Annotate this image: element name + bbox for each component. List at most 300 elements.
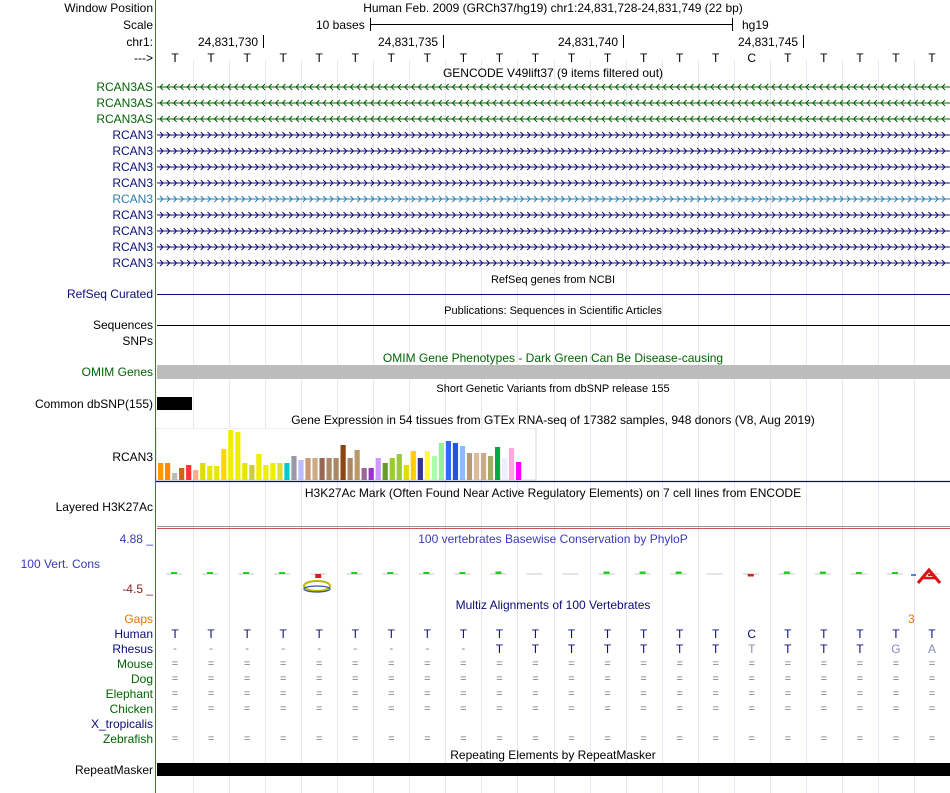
multiz-aligned-base: = [568, 688, 575, 700]
h3k27ac-bottom-line [157, 528, 950, 529]
multiz-aligned-base: T [603, 627, 612, 641]
gencode-transcript-label[interactable]: RCAN3 [112, 256, 153, 270]
gtex-tissue-bar[interactable] [200, 463, 205, 480]
gtex-tissue-bar[interactable] [242, 463, 247, 480]
multiz-aligned-base: = [388, 688, 395, 700]
multiz-aligned-base: = [568, 658, 575, 670]
gtex-tissue-bar[interactable] [312, 458, 317, 480]
multiz-aligned-base: = [856, 703, 864, 715]
reference-base: T [279, 51, 287, 65]
multiz-aligned-base: = [279, 658, 287, 670]
multiz-aligned-base: T [387, 627, 395, 641]
gtex-tissue-bar[interactable] [277, 463, 282, 480]
phylop-score-bar[interactable] [748, 574, 754, 577]
phylop-bars [166, 572, 939, 579]
multiz-aligned-base: = [892, 688, 900, 700]
multiz-aligned-base: = [496, 658, 503, 670]
multiz-aligned-base: T [784, 627, 792, 641]
phylop-score-bar[interactable] [892, 572, 898, 574]
multiz-aligned-base: = [424, 703, 431, 715]
gtex-tissue-bar[interactable] [481, 453, 486, 480]
gencode-track-title: GENCODE V49lift37 (9 items filtered out) [442, 66, 664, 80]
gtex-tissue-bar[interactable] [291, 456, 296, 480]
multiz-aligned-base: T [531, 642, 540, 656]
multiz-aligned-base: = [496, 733, 503, 745]
refseq-track-title: RefSeq genes from NCBI [490, 274, 616, 286]
gtex-tissue-bar[interactable] [186, 465, 191, 480]
gtex-tissue-bar[interactable] [319, 458, 324, 480]
multiz-aligned-base: = [712, 658, 719, 670]
phylop-score-bar[interactable] [495, 572, 501, 575]
multiz-aligned-base: = [604, 658, 611, 670]
multiz-aligned-base: T [856, 627, 864, 641]
gtex-tissue-bar[interactable] [263, 465, 268, 480]
gtex-tissue-bar[interactable] [390, 458, 395, 480]
multiz-aligned-base: = [568, 673, 575, 685]
multiz-aligned-base: T [603, 642, 612, 656]
gtex-tissue-bar[interactable] [432, 456, 437, 480]
gencode-transcript-feature[interactable] [157, 224, 950, 238]
multiz-aligned-base: = [388, 673, 395, 685]
multiz-aligned-base: - [245, 643, 249, 655]
gtex-tissue-bar[interactable] [488, 456, 493, 480]
multiz-aligned-base: - [317, 643, 322, 655]
reference-base: T [892, 51, 900, 65]
gtex-tissue-bar[interactable] [235, 432, 240, 480]
phylop-conservation-chart[interactable] [156, 548, 950, 596]
multiz-aligned-base: = [532, 658, 539, 670]
gtex-tissue-bar[interactable] [495, 447, 500, 480]
gtex-tissue-bar[interactable] [474, 453, 479, 480]
multiz-aligned-base: = [748, 703, 755, 715]
phylop-score-bar[interactable] [856, 572, 862, 574]
multiz-aligned-base: T [784, 642, 792, 656]
multiz-aligned-base: = [928, 733, 936, 745]
multiz-aligned-base: = [352, 688, 359, 700]
multiz-aligned-base: = [279, 733, 287, 745]
gtex-tissue-bar[interactable] [326, 458, 331, 480]
gtex-tissue-bar[interactable] [439, 443, 444, 480]
phylop-score-bar[interactable] [279, 572, 285, 574]
gtex-tissue-bar[interactable] [165, 463, 170, 480]
multiz-aligned-base: = [676, 658, 683, 670]
phylop-score-bar[interactable] [423, 572, 429, 574]
gencode-transcript-label[interactable]: RCAN3 [112, 176, 153, 190]
gtex-tissue-bar[interactable] [404, 465, 409, 480]
multiz-aligned-base: T [243, 627, 251, 641]
gtex-tissue-bar[interactable] [334, 458, 339, 480]
gtex-tissue-bar[interactable] [249, 465, 254, 480]
multiz-aligned-base: T [712, 642, 720, 656]
position-label-2: 24,831,735 [378, 35, 439, 49]
multiz-aligned-base: T [171, 627, 179, 641]
phylop-score-bar[interactable] [387, 572, 393, 574]
reference-base: T [675, 51, 684, 65]
gtex-tissue-bar[interactable] [228, 430, 233, 480]
multiz-aligned-base: = [171, 673, 179, 685]
gencode-transcript-feature[interactable] [157, 208, 950, 222]
multiz-aligned-base: = [171, 688, 179, 700]
phylop-track-label[interactable]: 100 Vert. Cons [20, 557, 100, 571]
multiz-aligned-base: - [389, 643, 394, 655]
multiz-species-label[interactable]: Rhesus [112, 642, 153, 656]
multiz-track-title: Multiz Alignments of 100 Vertebrates [455, 598, 651, 612]
multiz-aligned-base: - [461, 643, 466, 655]
multiz-aligned-base: = [928, 658, 936, 670]
gencode-transcript-feature[interactable] [157, 160, 950, 174]
multiz-aligned-base: T [315, 627, 323, 641]
gencode-transcript-feature[interactable] [157, 192, 950, 206]
omim-feature-bar[interactable] [157, 365, 950, 379]
gencode-transcript-label[interactable]: RCAN3AS [96, 96, 153, 110]
multiz-aligned-base: - [353, 643, 358, 655]
multiz-aligned-base: = [928, 703, 936, 715]
multiz-species-label[interactable]: Mouse [116, 657, 153, 671]
multiz-species-label[interactable]: X_tropicalis [90, 717, 153, 731]
multiz-aligned-base: = [388, 733, 395, 745]
position-tick-1 [263, 35, 264, 48]
dbsnp-track-title: Short Genetic Variants from dbSNP release 155 [436, 383, 670, 395]
phylop-score-bar[interactable] [640, 572, 646, 575]
multiz-aligned-base: = [640, 703, 647, 715]
multiz-aligned-base: = [352, 733, 359, 745]
multiz-aligned-base: = [640, 733, 647, 745]
multiz-aligned-base: = [820, 673, 828, 685]
reference-base: T [315, 51, 323, 65]
multiz-aligned-base: = [424, 733, 431, 745]
reference-base: T [387, 51, 395, 65]
gtex-tissue-bar[interactable] [348, 458, 353, 480]
multiz-aligned-base: = [171, 733, 179, 745]
multiz-aligned-base: = [496, 688, 503, 700]
multiz-aligned-base: T [459, 627, 468, 641]
position-tick-2 [443, 35, 444, 48]
gtex-tissue-bar[interactable] [298, 460, 303, 480]
reference-base: T [784, 51, 792, 65]
multiz-gaps-label[interactable]: Gaps [124, 612, 153, 626]
multiz-aligned-base: T [423, 627, 431, 641]
multiz-aligned-base: T [675, 642, 684, 656]
gtex-tissue-bar[interactable] [460, 446, 465, 480]
multiz-aligned-base: = [207, 673, 215, 685]
phylop-score-bar[interactable] [604, 572, 610, 575]
reference-base: T [531, 51, 540, 65]
multiz-aligned-base: - [281, 643, 285, 655]
reference-base: T [495, 51, 504, 65]
publications-snps-label[interactable]: SNPs [122, 334, 153, 348]
multiz-aligned-base: = [640, 688, 647, 700]
phylop-track-title: 100 vertebrates Basewise Conservation by PhyloP [418, 532, 688, 546]
multiz-species-label[interactable]: Zebrafish [102, 732, 153, 746]
multiz-aligned-base: = [460, 688, 467, 700]
multiz-aligned-base: = [352, 658, 359, 670]
multiz-aligned-base: = [424, 673, 431, 685]
multiz-aligned-base: = [856, 673, 864, 685]
multiz-aligned-base: = [676, 733, 683, 745]
multiz-aligned-base: T [495, 627, 504, 641]
multiz-aligned-base: = [279, 673, 287, 685]
multiz-aligned-base: = [207, 733, 215, 745]
gencode-transcript-feature[interactable] [157, 96, 950, 110]
multiz-aligned-base: = [315, 673, 323, 685]
multiz-aligned-base: = [820, 703, 828, 715]
multiz-aligned-base: = [892, 733, 900, 745]
multiz-aligned-base: = [532, 703, 539, 715]
gencode-transcript-label[interactable]: RCAN3 [112, 128, 153, 142]
reference-base: T [423, 51, 431, 65]
multiz-aligned-base: T [531, 627, 540, 641]
gtex-tissue-bar[interactable] [341, 445, 346, 480]
gencode-transcript-feature[interactable] [157, 240, 950, 254]
multiz-aligned-base: G [891, 642, 901, 656]
multiz-aligned-base: = [640, 658, 647, 670]
multiz-aligned-base: = [820, 733, 828, 745]
multiz-aligned-base: = [315, 688, 323, 700]
multiz-aligned-base: T [567, 642, 576, 656]
reference-base: T [820, 51, 828, 65]
multiz-aligned-base: T [856, 642, 864, 656]
gtex-tissue-bar[interactable] [516, 462, 521, 480]
multiz-aligned-base: = [676, 673, 683, 685]
gtex-track-label[interactable]: RCAN3 [112, 450, 153, 464]
multiz-aligned-base: = [892, 703, 900, 715]
reference-base: T [712, 51, 720, 65]
phylop-score-bar[interactable] [676, 572, 682, 575]
omim-track-title: OMIM Gene Phenotypes - Dark Green Can Be Disease-causing [382, 351, 724, 365]
reference-base: T [459, 51, 468, 65]
gtex-tissue-bar[interactable] [369, 468, 374, 480]
multiz-aligned-base: T [639, 627, 648, 641]
gtex-tissue-bar[interactable] [362, 468, 367, 480]
reference-base: T [603, 51, 612, 65]
gencode-transcript-feature[interactable] [157, 80, 950, 94]
multiz-aligned-base: T [279, 627, 287, 641]
refseq-track-label[interactable]: RefSeq Curated [66, 287, 153, 301]
gtex-tissue-bar[interactable] [502, 458, 507, 480]
gencode-transcript-feature[interactable] [157, 112, 950, 126]
position-label-1: 24,831,730 [198, 35, 259, 49]
multiz-aligned-base: = [856, 658, 864, 670]
gtex-tissue-bar[interactable] [397, 454, 402, 480]
gtex-tissue-bar[interactable] [453, 443, 458, 480]
gtex-tissue-bar[interactable] [172, 473, 177, 480]
gencode-transcript-feature[interactable] [157, 144, 950, 158]
multiz-aligned-base: = [207, 658, 215, 670]
publications-feature-line[interactable] [157, 325, 950, 326]
gtex-tissue-bar[interactable] [355, 450, 360, 480]
multiz-aligned-base: = [496, 703, 503, 715]
multiz-aligned-base: = [424, 658, 431, 670]
multiz-aligned-base: = [748, 688, 755, 700]
multiz-aligned-base: = [532, 733, 539, 745]
scale-bar [370, 24, 733, 25]
gencode-transcript-label[interactable]: RCAN3AS [96, 80, 153, 94]
multiz-aligned-base: = [352, 703, 359, 715]
multiz-aligned-base: = [748, 673, 755, 685]
multiz-aligned-base: = [928, 673, 936, 685]
multiz-aligned-base: = [532, 673, 539, 685]
gtex-tissue-bar[interactable] [214, 466, 219, 480]
gtex-tissue-bar[interactable] [270, 463, 275, 480]
multiz-species-label[interactable]: Dog [130, 672, 153, 686]
multiz-aligned-base: = [820, 688, 828, 700]
gtex-tissue-bar[interactable] [376, 458, 381, 480]
multiz-aligned-base: C [747, 627, 757, 641]
multiz-aligned-base: = [784, 658, 791, 670]
gtex-tissue-bar[interactable] [425, 451, 430, 480]
multiz-aligned-base: = [496, 673, 503, 685]
multiz-aligned-base: = [928, 688, 936, 700]
publications-track-title: Publications: Sequences in Scientific Articles [444, 305, 662, 317]
multiz-aligned-base: = [604, 688, 611, 700]
multiz-aligned-base: T [928, 627, 936, 641]
scale-label: Scale [122, 18, 153, 32]
gencode-transcript-label[interactable]: RCAN3 [112, 192, 153, 206]
phylop-score-bar[interactable] [820, 572, 826, 575]
h3k27ac-track-label[interactable]: Layered H3K27Ac [55, 500, 153, 514]
omim-track-label[interactable]: OMIM Genes [81, 365, 153, 379]
multiz-aligned-base: - [209, 643, 213, 655]
multiz-species-label[interactable]: Human [114, 627, 153, 641]
refseq-feature-line[interactable] [157, 294, 950, 295]
window-position-label: Window Position [64, 1, 153, 15]
scale-bar-text: 10 bases [316, 18, 365, 32]
multiz-aligned-base: = [171, 658, 179, 670]
multiz-aligned-base: A [927, 642, 936, 656]
multiz-aligned-base: = [279, 703, 287, 715]
multiz-aligned-base: = [856, 733, 864, 745]
multiz-aligned-base: = [207, 688, 215, 700]
multiz-aligned-base: = [784, 673, 791, 685]
multiz-aligned-base: = [388, 658, 395, 670]
multiz-aligned-base: = [640, 673, 647, 685]
multiz-aligned-base: = [784, 703, 791, 715]
gtex-tissue-bar[interactable] [256, 454, 261, 480]
gtex-tissue-bar[interactable] [179, 468, 184, 480]
position-label-3: 24,831,740 [558, 35, 619, 49]
gtex-tissue-bar[interactable] [467, 453, 472, 480]
gencode-transcript-label[interactable]: RCAN3 [112, 224, 153, 238]
multiz-aligned-base: T [820, 642, 828, 656]
multiz-aligned-base: = [712, 733, 719, 745]
multiz-aligned-base: = [460, 703, 467, 715]
phylop-score-bar[interactable] [784, 572, 790, 575]
chromosome-label: chr1: [126, 35, 153, 49]
multiz-aligned-base: = [315, 703, 323, 715]
multiz-aligned-base: = [460, 673, 467, 685]
gencode-transcript-label[interactable]: RCAN3AS [96, 112, 153, 126]
multiz-aligned-base: = [315, 658, 323, 670]
multiz-aligned-base: = [243, 673, 251, 685]
gtex-expression-chart[interactable] [156, 428, 950, 484]
reference-base: T [928, 51, 936, 65]
assembly-label: hg19 [742, 18, 769, 32]
dbsnp-feature-block[interactable] [157, 397, 192, 410]
multiz-aligned-base: = [315, 733, 323, 745]
gtex-tissue-bar[interactable] [446, 441, 451, 480]
multiz-species-label[interactable]: Chicken [109, 702, 153, 716]
gtex-tissue-bar[interactable] [509, 448, 514, 480]
multiz-gaps-value: 3 [908, 612, 915, 626]
multiz-aligned-base: - [173, 643, 177, 655]
phylop-score-bar[interactable] [207, 572, 213, 574]
gencode-transcript-feature[interactable] [157, 256, 950, 270]
position-tick-3 [623, 35, 624, 48]
multiz-aligned-base: T [207, 627, 215, 641]
dbsnp-track-label[interactable]: Common dbSNP(155) [34, 397, 153, 411]
multiz-aligned-base: = [243, 733, 251, 745]
multiz-aligned-base: = [424, 688, 431, 700]
gencode-transcript-feature[interactable] [157, 176, 950, 190]
multiz-aligned-base: = [568, 703, 575, 715]
reference-base: T [171, 51, 179, 65]
gtex-tissue-bar[interactable] [383, 463, 388, 480]
multiz-aligned-base: = [820, 658, 828, 670]
phylop-max-label: 4.88 _ [119, 532, 153, 546]
phylop-score-bar[interactable] [351, 572, 357, 574]
repeatmasker-feature-bar[interactable] [157, 763, 950, 776]
multiz-aligned-base: = [712, 688, 719, 700]
phylop-score-bar[interactable] [171, 572, 177, 574]
gencode-transcript-label[interactable]: RCAN3 [112, 144, 153, 158]
multiz-aligned-base: = [532, 688, 539, 700]
multiz-aligned-base: = [748, 658, 755, 670]
gencode-transcript-label[interactable]: RCAN3 [112, 208, 153, 222]
logo-lassoo-glyph [304, 581, 330, 592]
multiz-aligned-base: = [712, 703, 719, 715]
gtex-tissue-bar[interactable] [418, 458, 423, 480]
phylop-score-bar[interactable] [315, 574, 321, 578]
reference-base: T [856, 51, 864, 65]
gtex-tissue-bar[interactable] [158, 463, 163, 480]
phylop-score-bar[interactable] [243, 572, 249, 574]
gencode-transcript-feature[interactable] [157, 128, 950, 142]
multiz-aligned-base: T [639, 642, 648, 656]
gtex-track-title: Gene Expression in 54 tissues from GTEx RNA-seq of 17382 samples, 948 donors (V8, Aug 2019) [291, 413, 815, 427]
repeatmasker-track-label[interactable]: RepeatMasker [74, 763, 153, 777]
phylop-score-bar[interactable] [459, 572, 465, 574]
scale-bar-right-tick [732, 18, 733, 31]
multiz-aligned-base: = [712, 673, 719, 685]
phylop-min-label: -4.5 _ [122, 582, 153, 596]
gtex-tissue-bar[interactable] [193, 470, 198, 480]
gencode-transcript-label[interactable]: RCAN3 [112, 240, 153, 254]
gtex-tissue-bar[interactable] [207, 466, 212, 480]
multiz-aligned-base: = [388, 703, 395, 715]
multiz-aligned-base: = [243, 703, 251, 715]
multiz-aligned-base: = [892, 658, 900, 670]
scale-bar-left-tick [370, 18, 371, 31]
gencode-transcript-label[interactable]: RCAN3 [112, 160, 153, 174]
reference-base: T [639, 51, 648, 65]
repeatmasker-track-title: Repeating Elements by RepeatMasker [450, 748, 656, 762]
publications-sequences-label[interactable]: Sequences [92, 318, 153, 332]
gtex-tissue-bar[interactable] [221, 449, 226, 480]
strand-arrow-label: ---> [134, 51, 153, 65]
multiz-aligned-base: = [352, 673, 359, 685]
position-tick-4 [803, 35, 804, 48]
multiz-species-label[interactable]: Elephant [105, 687, 153, 701]
multiz-aligned-base: = [748, 733, 755, 745]
multiz-aligned-base: = [460, 733, 467, 745]
h3k27ac-baseline [157, 526, 950, 527]
multiz-aligned-base: = [460, 658, 467, 670]
gtex-tissue-bar[interactable] [305, 458, 310, 480]
window-position-title[interactable]: Human Feb. 2009 (GRCh37/hg19) chr1:24,831,728-24,831,749 (22 bp) [363, 1, 743, 15]
gtex-tissue-bar[interactable] [284, 463, 289, 480]
position-label-4: 24,831,745 [738, 35, 799, 49]
gtex-tissue-bar[interactable] [411, 451, 416, 480]
